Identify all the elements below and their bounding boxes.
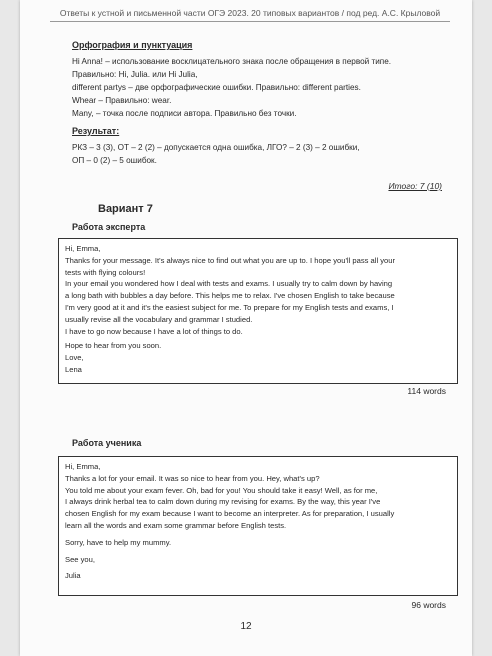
expert-line: Thanks for your message. It's always nice to find out what you are up to. I hope you'll pass all your — [65, 255, 396, 265]
expert-line: In your email you wondered how I deal with tests and exams. I usually try to calm down by having — [65, 279, 393, 289]
page-header: Ответы к устной и письменной части ОГЭ 2023. 20 типовых вариантов / под ред. А.С. Крыловой — [50, 8, 450, 22]
expert-line: tests with flying colours! — [65, 267, 146, 277]
student-line: Julia — [65, 571, 81, 581]
student-line: I always drink herbal tea to calm down during my revising for exams. By the way, this year I've — [65, 497, 381, 507]
expert-text-box — [58, 238, 458, 384]
document-page — [20, 0, 472, 656]
expert-line: usually revise all the vocabulary and grammar I studied. — [65, 314, 253, 324]
spelling-line: Hi Anna! – использование восклицательного знака после обращения в первой типе. — [72, 57, 392, 66]
student-line: You told me about your exam fever. Oh, bad for you! You should take it easy! Well, as for me, — [65, 485, 378, 495]
spelling-line: different partys – две орфографические ошибки. Правильно: different parties. — [72, 83, 361, 92]
result-total: Итого: 7 (10) — [388, 181, 442, 191]
expert-line: Lena — [65, 364, 82, 374]
student-line: Sorry, have to help my mummy. — [65, 537, 172, 547]
student-section-title: Работа ученика — [72, 438, 142, 448]
variant-title: Вариант 7 — [98, 203, 153, 215]
expert-line: a long bath with bubbles a day before. This helps me to relax. I've chosen English to take because — [65, 291, 395, 301]
expert-line: I have to go now because I have a lot of things to do. — [65, 326, 243, 336]
student-line: See you, — [65, 554, 95, 564]
expert-line: Hi, Emma, — [65, 244, 101, 253]
student-line: Thanks a lot for your email. It was so nice to hear from you. Hey, what's up? — [65, 473, 320, 483]
expert-line: Hope to hear from you soon. — [65, 341, 162, 351]
spelling-title: Орфография и пунктуация — [72, 40, 193, 50]
result-line: ОП – 0 (2) – 5 ошибок. — [72, 156, 157, 165]
spelling-line: Many, – точка после подписи автора. Правильно без точки. — [72, 109, 297, 118]
student-text-box — [58, 456, 458, 596]
result-line: РКЗ – 3 (3), ОТ – 2 (2) – допускается одна ошибка, ЛГО? – 2 (3) – 2 ошибки, — [72, 143, 360, 152]
result-title: Результат: — [72, 126, 120, 136]
student-line: chosen English for my exam because I want to become an interpreter. As for preparation, I usually — [65, 509, 395, 519]
spelling-line: Whear – Правильно: wear. — [72, 96, 172, 105]
page-number: 12 — [240, 621, 252, 632]
expert-section-title: Работа эксперта — [72, 222, 146, 232]
expert-line: I'm very good at it and it's the easiest subject for me. To prepare for my English tests and exams, I — [65, 302, 394, 312]
expert-line: Love, — [65, 353, 84, 363]
expert-word-count: 114 words — [407, 386, 446, 396]
spelling-line: Правильно: Hi, Julia. или Hi Julia, — [72, 70, 198, 79]
student-line: Hi, Emma, — [65, 462, 101, 471]
student-word-count: 96 words — [411, 600, 446, 610]
student-line: learn all the words and exam some grammar before English tests. — [65, 520, 287, 530]
